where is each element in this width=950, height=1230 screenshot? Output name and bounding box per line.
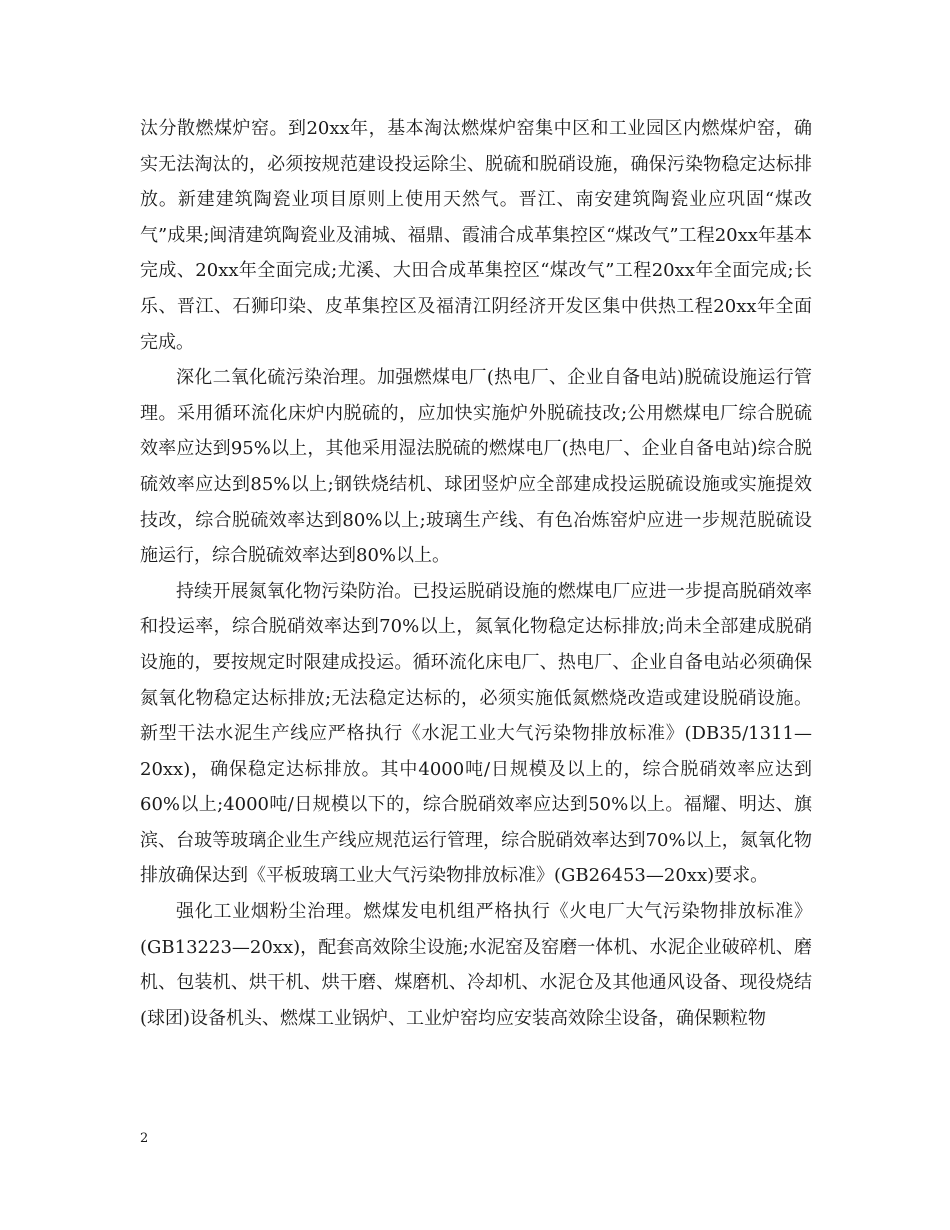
paragraph-continued: 汰分散燃煤炉窑。到20xx年，基本淘汰燃煤炉窑集中区和工业园区内燃煤炉窑，确实无法淘汰的，必须按规范建设投运除尘、脱硫和脱硝设施，确保污染物稳定达标排放。新建建筑陶瓷业项目原则上使用天然气。晋江、南安建筑陶瓷业应巩固“煤改气”成果;闽清建筑陶瓷业及浦城、福鼎、霞浦合成革集控区“煤改气”工程20xx年基本完成、20xx年全面完成;尤溪、大田合成革集控区“煤改气”工程20xx年全面完成;长乐、晋江、石狮印染、皮革集控区及福清江阴经济开发区集中供热工程20xx年全面完成。 xyxy=(140,118,812,353)
document-body xyxy=(140,111,812,1036)
paragraph-nitrogen-oxides: 持续开展氮氧化物污染防治。已投运脱硝设施的燃煤电厂应进一步提高脱硝效率和投运率，综合脱硝效率达到70%以上，氮氧化物稳定达标排放;尚未全部建成脱硝设施的，要按规定时限建成投运。循环流化床电厂、热电厂、企业自备电站必须确保氮氧化物稳定达标排放;无法稳定达标的，必须实施低氮燃烧改造或建设脱硝设施。新型干法水泥生产线应严格执行《水泥工业大气污染物排放标准》(DB35/1311—20xx)，确保稳定达标排放。其中4000吨/日规模及以上的，综合脱硝效率应达到60%以上;4000吨/日规模以下的，综合脱硝效率应达到50%以上。福耀、明达、旗滨、台玻等玻璃企业生产线应规范运行管理，综合脱硝效率达到70%以上，氮氧化物排放确保达到《平板玻璃工业大气污染物排放标准》(GB26453—20xx)要求。 xyxy=(140,580,812,887)
paragraph-sulfur-dioxide: 深化二氧化硫污染治理。加强燃煤电厂(热电厂、企业自备电站)脱硫设施运行管理。采用循环流化床炉内脱硫的，应加快实施炉外脱硫技改;公用燃煤电厂综合脱硫效率应达到95%以上，其他采用湿法脱硫的燃煤电厂(热电厂、企业自备电站)综合脱硫效率应达到85%以上;钢铁烧结机、球团竖炉应全部建成投运脱硫设施或实施提效技改，综合脱硫效率达到80%以上;玻璃生产线、有色冶炼窑炉应进一步规范脱硫设施运行，综合脱硫效率达到80%以上。 xyxy=(140,367,812,567)
paragraph-dust-control: 强化工业烟粉尘治理。燃煤发电机组严格执行《火电厂大气污染物排放标准》(GB13223—20xx)，配套高效除尘设施;水泥窑及窑磨一体机、水泥企业破碎机、磨机、包装机、烘干机、烘干磨、煤磨机、冷却机、水泥仓及其他通风设备、现役烧结(球团)设备机头、燃煤工业锅炉、工业炉窑均应安装高效除尘设备，确保颗粒物 xyxy=(140,901,812,1029)
page-number: 2 xyxy=(140,1131,149,1146)
